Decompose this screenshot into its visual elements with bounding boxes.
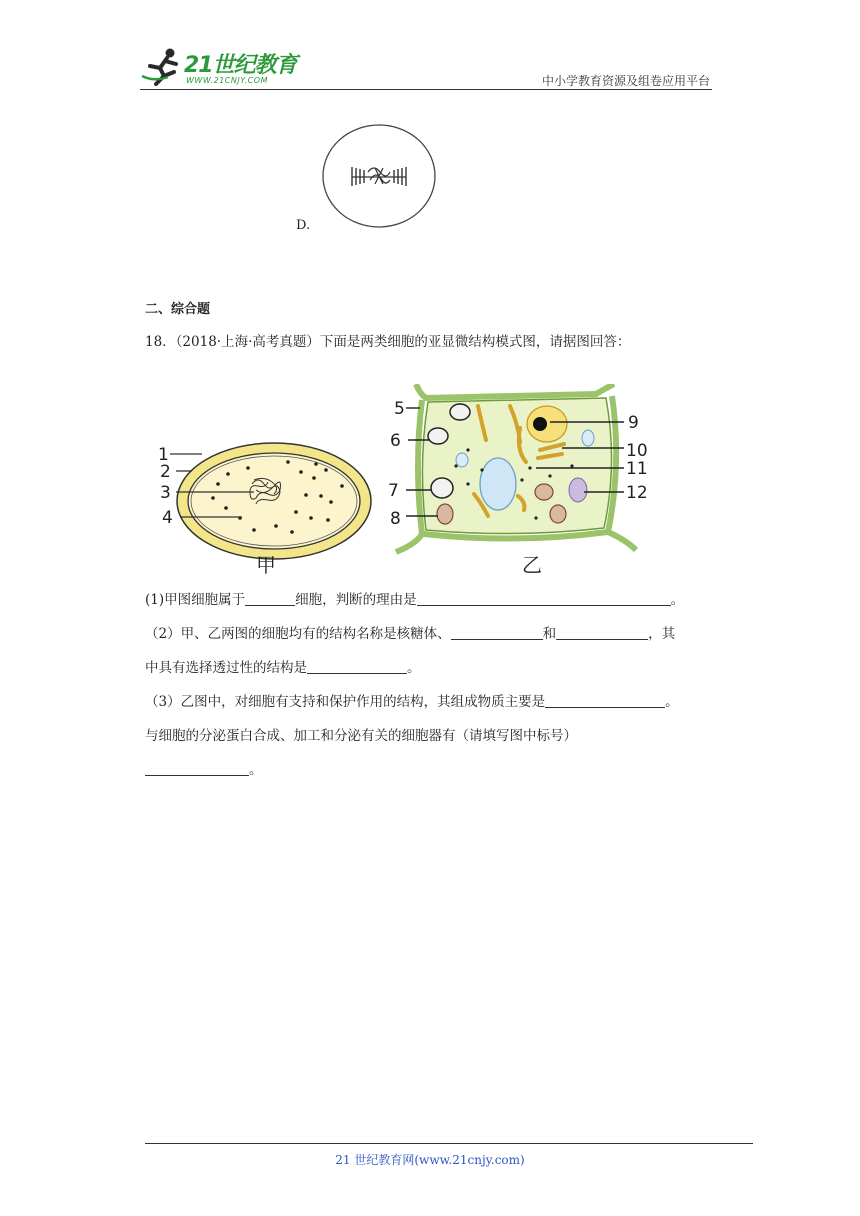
yi-label-9: 9 <box>628 413 639 433</box>
runner-logo-icon <box>140 46 184 86</box>
yi-label-12: 12 <box>626 483 648 503</box>
yi-label-7: 7 <box>388 481 399 501</box>
question-part-1: (1)甲图细胞属于 细胞，判断的理由是 。 <box>145 592 685 608</box>
jia-label-3: 3 <box>160 483 171 503</box>
question-part-2-cont: 中具有选择透过性的结构是 。 <box>145 660 421 676</box>
option-d-label: D. <box>296 218 311 233</box>
footer-text: 21 世纪教育网(www.21cnjy.com) <box>335 1153 525 1167</box>
question-part-3: （3）乙图中，对细胞有支持和保护作用的结构，其组成物质主要是 。 <box>145 694 679 710</box>
yi-label-6: 6 <box>390 431 401 451</box>
question-part-3-answer: 。 <box>145 760 263 780</box>
footer-divider <box>145 1143 753 1144</box>
yi-caption: 乙 <box>522 553 542 576</box>
blank-3-organelles[interactable] <box>145 761 249 776</box>
jia-label-4: 4 <box>162 508 173 528</box>
yi-label-11: 11 <box>626 459 648 479</box>
blank-2-selective[interactable] <box>307 659 407 674</box>
option-d-cell-figure <box>320 122 438 230</box>
figure-cell-yi <box>386 384 668 576</box>
blank-2-structure-a[interactable] <box>451 625 543 640</box>
blank-3-wall-material[interactable] <box>545 693 665 708</box>
yi-label-5: 5 <box>394 399 405 419</box>
platform-title: 中小学教育资源及组卷应用平台 <box>541 74 710 88</box>
blank-2-structure-b[interactable] <box>556 625 648 640</box>
question-stem: 18．（2018·上海·高考真题）下面是两类细胞的亚显微结构模式图，请据图回答： <box>145 334 631 350</box>
jia-label-2: 2 <box>160 462 171 482</box>
logo-url: WWW.21CNJY.COM <box>186 76 268 85</box>
yi-label-8: 8 <box>390 509 401 529</box>
yi-label-10: 10 <box>626 441 648 461</box>
jia-label-1: 1 <box>158 445 169 465</box>
figure-cell-jia <box>156 440 372 578</box>
question-part-2: （2）甲、乙两图的细胞均有的结构名称是核糖体、 和 ，其 <box>145 626 676 642</box>
question-part-3-cont: 与细胞的分泌蛋白合成、加工和分泌有关的细胞器有（请填写图中标号） <box>145 728 577 744</box>
site-logo <box>140 42 310 90</box>
section-title: 二、综合题 <box>145 302 211 317</box>
blank-1-cell-type[interactable] <box>245 591 295 606</box>
logo-title: 21世纪教育 <box>184 53 297 78</box>
header-divider <box>140 89 712 90</box>
jia-caption: 甲 <box>256 553 276 577</box>
blank-1-reason[interactable] <box>417 591 671 606</box>
